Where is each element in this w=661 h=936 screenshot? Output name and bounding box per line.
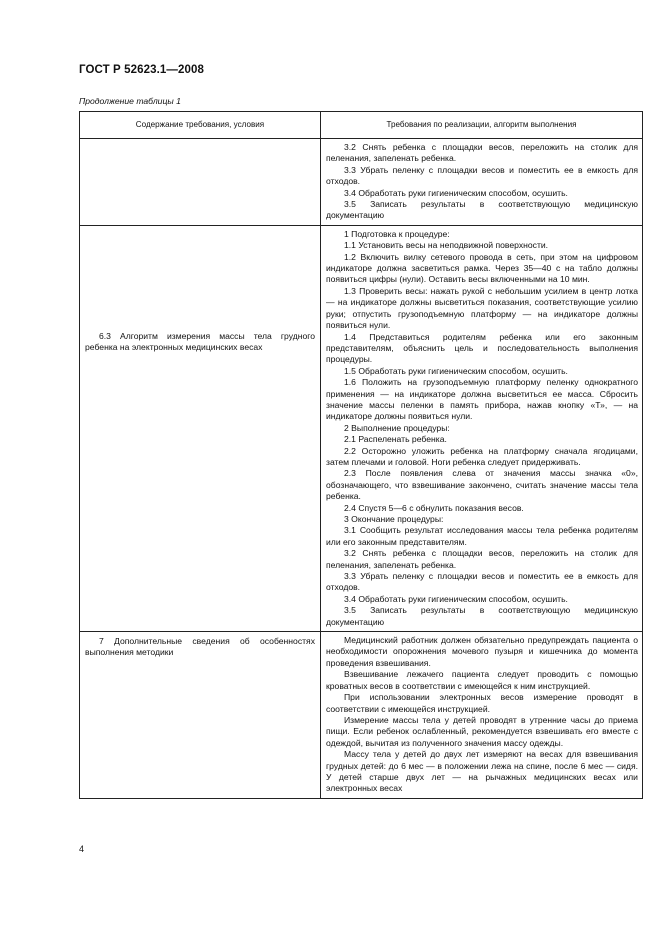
algorithm-step: 2.2 Осторожно уложить ребенка на платформу сначала ягодицами, затем плечами и головой. Ноги ребенка следует придерживать. [326, 445, 638, 467]
page-number: 4 [79, 844, 85, 854]
requirement-text: 6.3 Алгоритм измерения массы тела грудного ребенка на электронных медицинских весах [85, 330, 315, 353]
table-row [80, 632, 643, 799]
algorithm-step: 3.3 Убрать пеленку с площадки весов и поместить ее в емкость для отходов. [326, 164, 638, 187]
algorithm-step: 3.2 Снять ребенка с площадки весов, переложить на столик для пеленания, запеленать ребенка. [326, 142, 638, 164]
table-header-row [80, 112, 643, 139]
table-row [80, 139, 643, 226]
algorithm-cell [321, 225, 643, 631]
requirements-table [79, 111, 643, 799]
algorithm-step: 2.1 Распеленать ребенка. [344, 434, 447, 445]
algorithm-step: 2.4 Спустя 5—6 с обнулить показания весов. [344, 502, 524, 513]
table-continuation-caption: Продолжение таблицы 1 [79, 96, 181, 106]
document-title: ГОСТ Р 52623.1—2008 [79, 64, 204, 76]
algorithm-paragraph: Взвешивание лежачего пациента следует проводить с помощью кроватных весов в соответствии с имеющейся к ним инструкцией. [326, 669, 638, 691]
algorithm-step: 1 Подготовка к процедуре: [344, 228, 450, 239]
algorithm-paragraph: Массу тела у детей до двух лет измеряют на весах для взвешивания грудных детей: до 6 мес — в положении лежа на спине, после 6 мес — сидя. У детей старше двух лет — на рычажных медицинских весах или электронных весах [326, 749, 638, 794]
algorithm-step: 2.3 После появления слева от значения массы значка «0», обозначающего, что взвешивание закончено, считать значение массы тела ребенка. [326, 468, 638, 502]
algorithm-step: 3.5 Записать результаты в соответствующую медицинскую документацию [326, 199, 638, 221]
algorithm-paragraph: Медицинский работник должен обязательно предупреждать пациента о необходимости опорожнения мочевого пузыря и кишечника до момента проведения взвешивания. [326, 635, 638, 668]
algorithm-step: 3.4 Обработать руки гигиеническим способом, осушить. [344, 187, 568, 198]
algorithm-step: 3.3 Убрать пеленку с площадки весов и поместить ее в емкость для отходов. [326, 571, 638, 593]
column-header-algorithm: Требования по реализации, алгоритм выполнения [321, 112, 643, 139]
algorithm-step: 1.4 Представиться родителям ребенка или его законным представителям, объяснить цель и последовательность выполнения процедуры. [326, 331, 638, 365]
table-row [80, 225, 643, 631]
algorithm-step: 1.3 Проверить весы: нажать рукой с небольшим усилием в центр лотка — на индикаторе должны высветиться показания, соответствующие усилию руки; отпустить грузоподъемную платформу — на индикаторе должны появиться нули. [326, 285, 638, 331]
requirement-cell [80, 632, 321, 799]
algorithm-step: 2 Выполнение процедуры: [344, 422, 450, 433]
column-header-requirements: Содержание требования, условия [80, 112, 321, 139]
algorithm-step: 3.2 Снять ребенка с площадки весов, переложить на столик для пеленания, запеленать ребенка. [326, 548, 638, 570]
algorithm-step: 1.5 Обработать руки гигиеническим способом, осушить. [344, 365, 568, 376]
algorithm-step: 1.1 Установить весы на неподвижной поверхности. [344, 240, 549, 251]
algorithm-step: 3.1 Сообщить результат исследования массы тела ребенка родителям или его законным представителям. [326, 525, 638, 547]
algorithm-step: 3.5 Записать результаты в соответствующую медицинскую документацию [326, 605, 638, 627]
algorithm-step: 3 Окончание процедуры: [344, 514, 444, 524]
algorithm-cell [321, 632, 643, 799]
requirement-cell [80, 139, 321, 226]
algorithm-step: 1.2 Включить вилку сетевого провода в сеть, при этом на цифровом индикаторе должна засветиться рамка. Через 35—40 с на табло должны появиться цифры (нули). Оставить весы включенными на 10 мин. [326, 251, 638, 285]
algorithm-step: 3.4 Обработать руки гигиеническим способом, осушить. [344, 593, 568, 604]
algorithm-step: 1.6 Положить на грузоподъемную платформу пеленку однократного применения — на индикаторе должна высветиться ее масса. Сбросить значение массы пеленки в память прибора, нажав кнопку «Т», — на индикаторе должны появиться нули. [326, 377, 638, 422]
requirement-cell [80, 225, 321, 631]
algorithm-paragraph: Измерение массы тела у детей проводят в утренние часы до приема пищи. Если ребенок ослабленный, рекомендуется взвешивать его вместе с одеждой, вычитая из полученного значения массу одежды. [326, 714, 638, 748]
algorithm-paragraph: При использовании электронных весов измерение проводят в соответствии с имеющейся инструкцией. [326, 692, 638, 714]
requirement-text: 7 Дополнительные сведения об особенностях выполнения методики [85, 636, 315, 658]
algorithm-cell [321, 139, 643, 226]
